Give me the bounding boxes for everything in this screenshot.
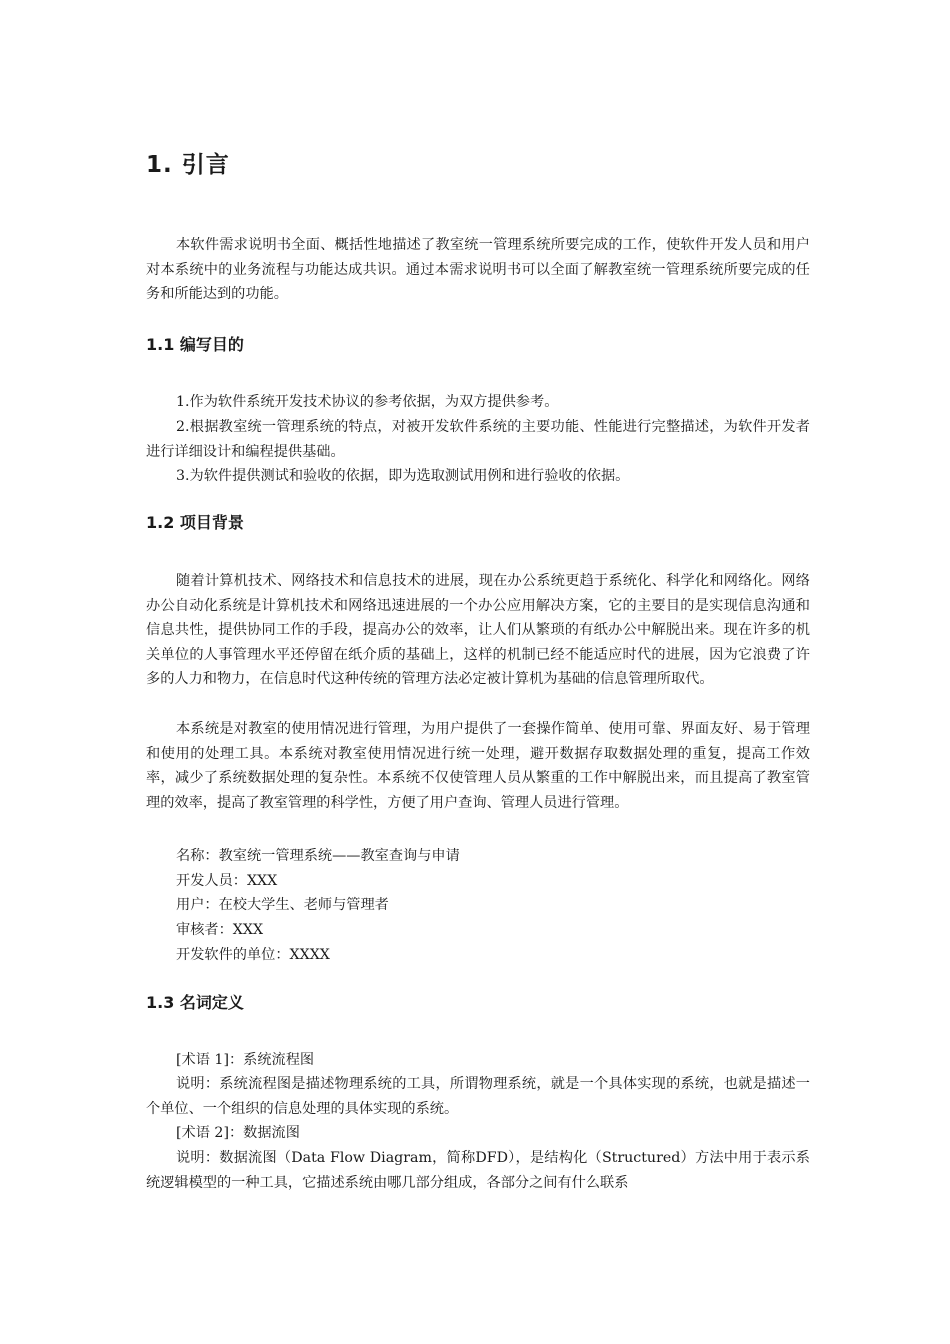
- background-paragraph-2: 本系统是对教室的使用情况进行管理，为用户提供了一套操作简单、使用可靠、界面友好、易于管理和使用的处理工具。本系统对教室使用情况进行统一处理，避开数据存取数据处理的重复，提高工作效率，减少了系统数据处理的复杂性。本系统不仅使管理人员从繁重的工作中解脱出来，而且提高了教室管理的效率，提高了教室管理的科学性，方便了用户查询、管理人员进行管理。: [146, 721, 810, 811]
- section-title-1-1: 1.1 编写目的: [146, 335, 244, 354]
- project-name-line: 名称：教室统一管理系统——教室查询与申请: [176, 848, 460, 864]
- term-1-description: 说明：系统流程图是描述物理系统的工具，所谓物理系统，就是一个具体实现的系统，也就是描述一个单位、一个组织的信息处理的具体实现的系统。: [146, 1076, 810, 1117]
- chapter-title: 1. 引言: [146, 152, 230, 178]
- intro-paragraph: 本软件需求说明书全面、概括性地描述了教室统一管理系统所要完成的工作，使软件开发人员和用户对本系统中的业务流程与功能达成共识。通过本需求说明书可以全面了解教室统一管理系统所要完成的任务和所能达到的功能。: [146, 237, 810, 303]
- term-2-description: 说明：数据流图（Data Flow Diagram，简称DFD），是结构化（Structured）方法中用于表示系统逻辑模型的一种工具，它描述系统由哪几部分组成，各部分之间有什么联系: [146, 1150, 810, 1191]
- term-1-label: [术语 1]：系统流程图: [176, 1052, 315, 1068]
- users-line: 用户：在校大学生、老师与管理者: [176, 897, 389, 913]
- reviewer-line: 审核者：XXX: [176, 922, 264, 938]
- term-2-label: [术语 2]：数据流图: [176, 1125, 300, 1141]
- developer-line: 开发人员：XXX: [176, 873, 278, 889]
- unit-line: 开发软件的单位：XXXX: [176, 947, 330, 963]
- purpose-item-1: 1.作为软件系统开发技术协议的参考依据，为双方提供参考。: [176, 394, 559, 410]
- purpose-item-2: 2.根据教室统一管理系统的特点，对被开发软件系统的主要功能、性能进行完整描述，为软件开发者进行详细设计和编程提供基础。: [146, 419, 810, 460]
- purpose-item-3: 3.为软件提供测试和验收的依据，即为选取测试用例和进行验收的依据。: [176, 468, 630, 484]
- section-title-1-3: 1.3 名词定义: [146, 993, 244, 1012]
- section-title-1-2: 1.2 项目背景: [146, 513, 244, 532]
- background-paragraph-1: 随着计算机技术、网络技术和信息技术的进展，现在办公系统更趋于系统化、科学化和网络化。网络办公自动化系统是计算机技术和网络迅速进展的一个办公应用解决方案，它的主要目的是实现信息沟通和信息共性，提供协同工作的手段，提高办公的效率，让人们从繁琐的有纸办公中解脱出来。现在许多的机关单位的人事管理水平还停留在纸介质的基础上，这样的机制已经不能适应时代的进展，因为它浪费了许多的人力和物力，在信息时代这种传统的管理方法必定被计算机为基础的信息管理所取代。: [146, 573, 810, 688]
